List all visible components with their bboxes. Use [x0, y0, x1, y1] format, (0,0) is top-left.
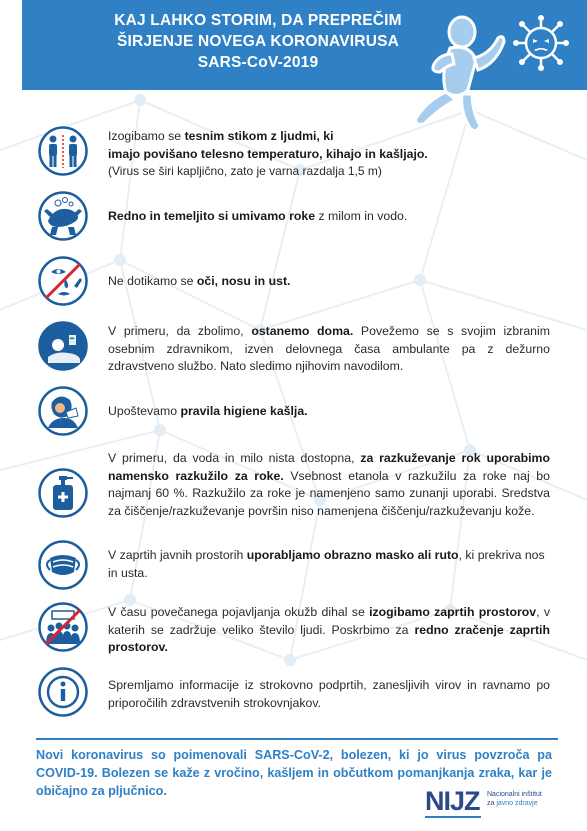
no-crowds-icon [38, 602, 88, 652]
item-5-text-b: pravila higiene kašlja. [180, 404, 308, 418]
item-1-text-b: tesnim stikom z ljudmi, ki [184, 129, 334, 143]
item-4-text-b: ostanemo doma. [251, 324, 354, 338]
item-9-text-a: Spremljamo informacije iz strokovno podprtih, zanesljivih virov in ravnamo po priporočilih zdravstvenih strokovnjakov. [108, 678, 550, 710]
running-person-icon [400, 8, 510, 138]
item-8-text-b: izogibamo zaprtih prostorov [369, 605, 537, 619]
info-icon [38, 667, 88, 717]
item-2-text-b: z milom in vodo. [315, 209, 408, 223]
nijz-logo [425, 786, 555, 820]
footer-divider [36, 738, 558, 740]
title-line-2: ŠIRJENJE NOVEGA KORONAVIRUSA [116, 33, 400, 50]
item-7-text-c: , ki prekriva nos in usta. [108, 548, 545, 580]
item-3-text-a: Ne dotikamo se [108, 274, 197, 288]
logo-underline [425, 816, 481, 818]
logo-letters: NIJZ [425, 786, 480, 816]
logo-caption-highlight: javno zdravje [496, 799, 538, 807]
item-6-text-c: Vsebnost etanola v razkužilu za roke naj bo najmanj 60 %. Razkužilo za roke je namenjeno samo zunanji uporabi. Sredstva za čiščenje/razkuževanje površin niso namenjena čiščenju/razkuževanju kože. [108, 468, 550, 518]
item-3-text-b: oči, nosu in ust. [196, 274, 291, 288]
item-8-text-c: , v katerih se zadržuje veliko število ljudi. Poskrbimo za [108, 605, 551, 637]
item-4-text-c: Povežemo se s svojim izbranim osebnim zdravnikom, izven delovnega časa ambulante pa z dežurno zdravstveno službo. Nato sledimo njihovim navodilom. [108, 324, 550, 373]
item-8-text-d: redno zračenje zaprtih prostorov. [108, 622, 550, 654]
item-1-text-d: (Virus se širi kapljično, zato je varna razdalja 1,5 m) [108, 164, 382, 178]
item-8-text-a: V času povečanega pojavljanja okužb dihal se [108, 605, 370, 619]
mask-icon [38, 540, 88, 590]
item-7-text-b: uporabljamo obrazno masko ali ruto [246, 548, 459, 562]
logo-caption [487, 791, 542, 808]
sanitizer-icon [38, 468, 88, 518]
title-line-1: KAJ LAHKO STORIM, DA PREPREČIM [114, 12, 402, 29]
logo-caption-prefix: za [487, 799, 497, 807]
item-4-text-a: V primeru, da zbolimo, [108, 324, 252, 338]
title-line-3: SARS-CoV-2019 [197, 54, 319, 71]
distance-icon [38, 126, 88, 176]
virus-icon [512, 14, 570, 72]
item-5-text-a: Upoštevamo [108, 404, 181, 418]
handwash-icon [38, 191, 88, 241]
item-1-text-a: Izogibamo se [108, 129, 185, 143]
logo-caption-line-1: Nacionalni inštitut [487, 791, 542, 798]
item-1-text-c: imajo povišano telesno temperaturo, kihajo in kašljajo. [108, 146, 428, 161]
item-7-text-a: V zaprtih javnih prostorih [108, 548, 247, 562]
cough-hygiene-icon [38, 386, 88, 436]
footer-note: Novi koronavirus so poimenovali SARS-CoV-2, bolezen, ki jo virus povzroča pa COVID-19. Bolezen se kaže z vročino, kašljem in občutkom pomanjkanja zraka, kar je običajno za pljučnico. [36, 748, 552, 798]
no-touch-face-icon [38, 256, 88, 306]
stay-home-icon [38, 321, 88, 371]
item-2-text-a: Redno in temeljito si umivamo roke [108, 209, 316, 223]
item-6-text-a: V primeru, da voda in milo nista dostopna, [108, 451, 361, 465]
item-6-text-b: za razkuževanje rok uporabimo namensko razkužilo za roke. [108, 451, 550, 483]
